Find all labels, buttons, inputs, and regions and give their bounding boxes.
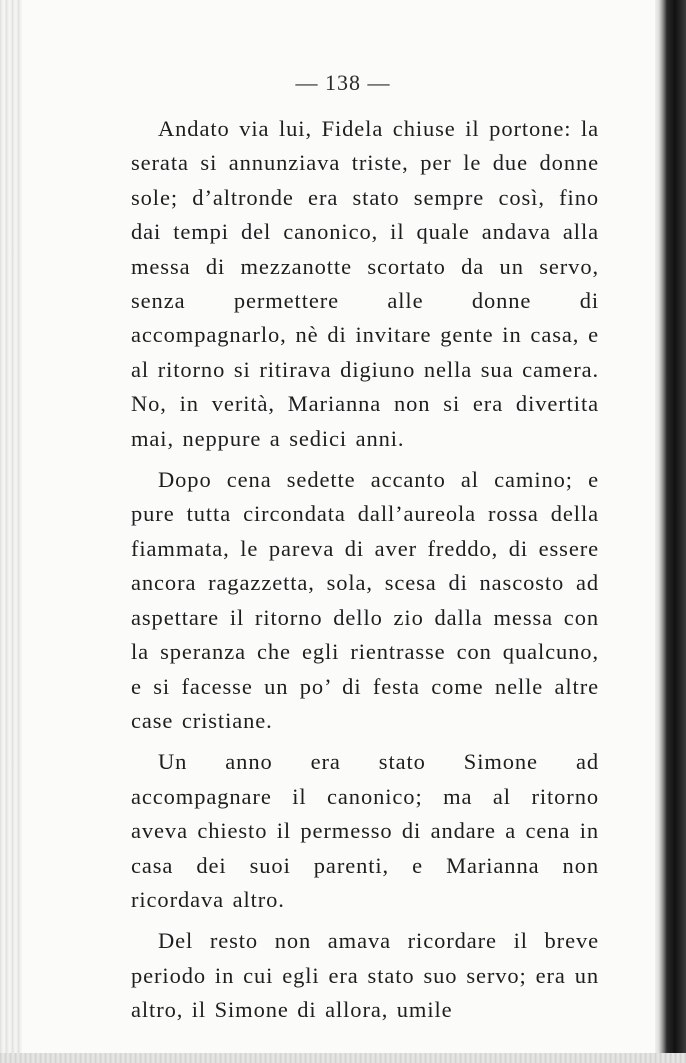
scan-bottom-edge	[0, 1053, 686, 1063]
scan-right-binding-edge	[655, 0, 686, 1063]
paragraph-1: Andato via lui, Fidela chiuse il portone: la serata si annunziava triste, per le due donne sole; d’altronde era stato sempre così, fino dai tempi del canonico, il quale andava alla messa di mezzanotte scortato da un servo, senza permettere alle donne di accompagnarlo, nè di invitare gente in casa, e al ritorno si ritirava digiuno nella sua camera. No, in verità, Marianna non si era divertita mai, neppure a sedici anni.	[131, 116, 599, 451]
body-text	[131, 112, 599, 1028]
scan-left-gutter	[0, 0, 22, 1063]
page-number: — 138 —	[295, 70, 391, 95]
paragraph-3: Un anno era stato Simone ad accompagnare il canonico; ma al ritorno aveva chiesto il permesso di andare a cena in casa dei suoi parenti, e Marianna non ricordava altro.	[131, 749, 599, 912]
paragraph-4: Del resto non amava ricordare il breve periodo in cui egli era stato suo servo; era un altro, il Simone di allora, umile	[131, 928, 599, 1023]
paragraph-2: Dopo cena sedette accanto al camino; e pure tutta circondata dall’aureola rossa della fiammata, le pareva di aver freddo, di essere ancora ragazzetta, sola, scesa di nascosto ad aspettare il ritorno dello zio dalla messa con la speranza che egli rientrasse con qualcuno, e si facesse un po’ di festa come nelle altre case cristiane.	[131, 467, 599, 733]
